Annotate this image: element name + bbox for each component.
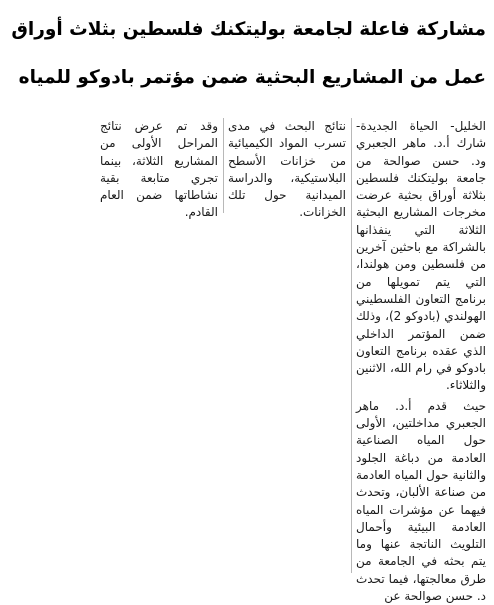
- article-column-1: [356, 118, 486, 604]
- column-1-paragraph-1: الخليل- الحياة الجديدة- شارك أ.د. ماهر الجعبري ود. حسن صوالحة من جامعة بوليتكنك فلسطين بثلاثة أوراق بحثية عرضت مخرجات المشاريع البحثية الثلاثة التي ينفذانها بالشراكة مع باحثين آخرين من فلسطين ومن هولندا، التي يتم تمويلها من برنامج التعاون الفلسطيني الهولندي (بادوكو 2)، وذلك ضمن المؤتمر الداخلي الذي عقده برنامج التعاون بادوكو في رام الله، الاثنين والثلاثاء.: [356, 119, 486, 393]
- headline-line-2: عمل من المشاريع البحثية ضمن مؤتمر بادوكو للمياه: [18, 67, 486, 88]
- column-divider-1: [351, 118, 352, 573]
- column-divider-2: [223, 118, 224, 213]
- column-3-paragraph-1: وقد تم عرض نتائج المراحل الأولى من المشاريع الثلاثة، بينما تجري متابعة بقية نشاطاتها ضمن العام القادم.: [100, 119, 218, 220]
- article-column-3: [100, 118, 218, 238]
- article-column-2: [228, 118, 346, 238]
- headline-line-1: مشاركة فاعلة لجامعة بوليتكنك فلسطين بثلاث أوراق: [11, 19, 486, 40]
- column-2-paragraph-1: نتائج البحث في مدى تسرب المواد الكيميائية من خزانات الأسطح البلاستيكية، والدراسة الميدانية حول تلك الخزانات.: [228, 119, 346, 220]
- column-1-paragraph-2: حيث قدم أ.د. ماهر الجعبري مداخلتين، الأولى حول المياه الصناعية العادمة من دباغة الجلود والثانية حول المياه العادمة من صناعة الألبان، وتحدث فيهما عن مؤشرات المياه العادمة البيئية وأحمال التلويث الناتجة عنها وما يتم بحثه في الجامعة من طرق معالجتها، فيما تحدث د. حسن صوالحة عن: [356, 398, 486, 604]
- article-headline: [8, 6, 486, 102]
